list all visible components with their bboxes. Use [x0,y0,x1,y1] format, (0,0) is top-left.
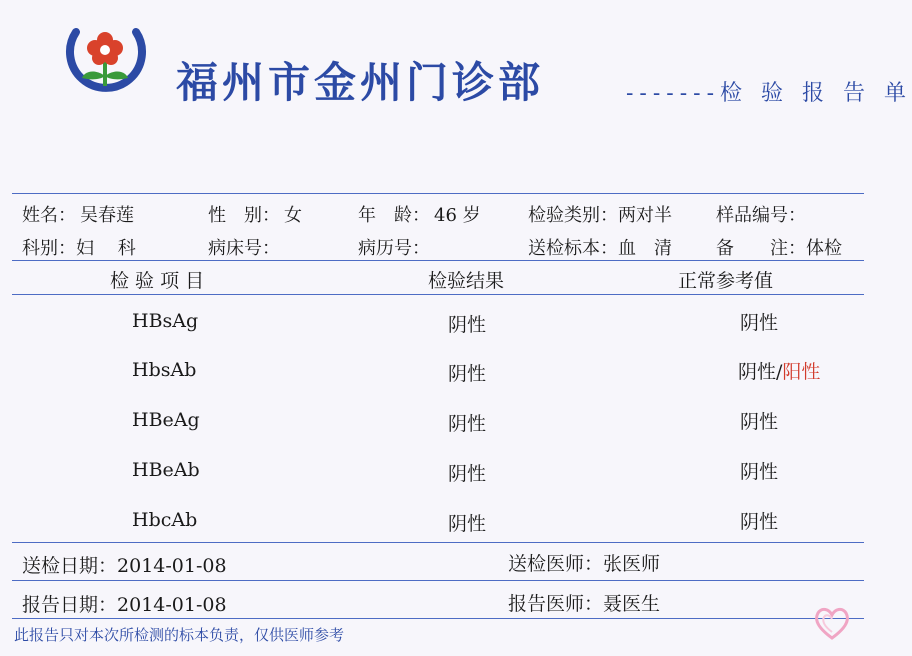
header-test-result: 检验结果 [428,270,505,292]
patient-name-value: 吴春莲 [80,205,134,226]
rule-header-bottom [12,294,864,295]
reference-value: 阴性 [740,411,779,433]
report-date-label: 报告日期： [22,594,118,616]
test-category-label: 检验类别： [528,205,618,226]
reference-value: 阴性 [740,312,779,334]
test-result: 阴性 [448,513,487,535]
report-doctor-label: 报告医师： [508,593,604,615]
department-value: 妇 科 [76,238,136,259]
rule-info-bottom [12,260,864,261]
sample-no-field [716,201,806,227]
test-item-name: HBeAb [132,459,200,481]
specimen-value: 血 清 [618,238,672,259]
reference-value-negative: 阴性/ [738,361,783,383]
patient-name-field [22,201,134,227]
remark-label: 备 注： [716,238,806,259]
department-field [22,234,136,260]
report-type-title: -------检 验 报 告 单 [626,81,912,106]
test-result: 阴性 [448,463,487,485]
record-no-label: 病历号： [358,238,430,259]
submit-date-label: 送检日期： [22,555,118,577]
reference-value-positive: 阳性 [782,361,821,383]
record-no-field [358,234,430,260]
department-label: 科别： [22,238,76,259]
reference-value: 阴性 [740,511,779,533]
test-item-name: HBsAg [132,310,199,332]
test-item-name: HbsAb [132,359,197,381]
age-value: 46 岁 [434,205,481,226]
clinic-logo-icon [58,18,152,102]
heart-watermark-icon [810,600,854,644]
test-category-field [528,201,672,227]
submit-doctor-label: 送检医师： [508,553,604,575]
gender-value: 女 [284,205,302,226]
submit-doctor-value: 张医师 [603,553,661,575]
sample-no-label: 样品编号： [716,205,806,226]
report-date-field [22,590,227,617]
test-result: 阴性 [448,314,487,336]
bed-no-field [208,234,280,260]
specimen-label: 送检标本： [528,238,618,259]
reference-value [738,357,820,384]
test-category-value: 两对半 [618,205,672,226]
report-date-value: 2014-01-08 [117,594,227,616]
rule-footer-mid [12,580,864,581]
test-item-name: HBeAg [132,409,200,431]
reference-value: 阴性 [740,461,779,483]
rule-top [12,193,864,194]
submit-date-field [22,551,227,578]
header-reference-value: 正常参考值 [678,270,774,292]
patient-name-label: 姓名： [22,205,76,226]
test-result: 阴性 [448,363,487,385]
rule-table-bottom [12,542,864,543]
submit-doctor-field [508,549,660,576]
report-doctor-value: 聂医生 [603,593,661,615]
bed-no-label: 病床号： [208,238,280,259]
submit-date-value: 2014-01-08 [117,555,227,577]
report-doctor-field [508,589,660,616]
disclaimer-text: 此报告只对本次所检测的标本负责，仅供医师参考 [14,626,345,644]
test-item-name: HbcAb [132,509,198,531]
rule-footer-bottom [12,618,864,619]
specimen-field [528,234,672,260]
header-test-item: 检 验 项 目 [110,270,205,292]
remark-value: 体检 [806,238,842,259]
test-result: 阴性 [448,413,487,435]
clinic-name: 福州市金州门诊部 [176,58,545,107]
gender-field [208,201,302,227]
age-label: 年 龄： [358,205,430,226]
remark-field [716,234,842,260]
gender-label: 性 别： [208,205,280,226]
age-field [358,201,481,227]
